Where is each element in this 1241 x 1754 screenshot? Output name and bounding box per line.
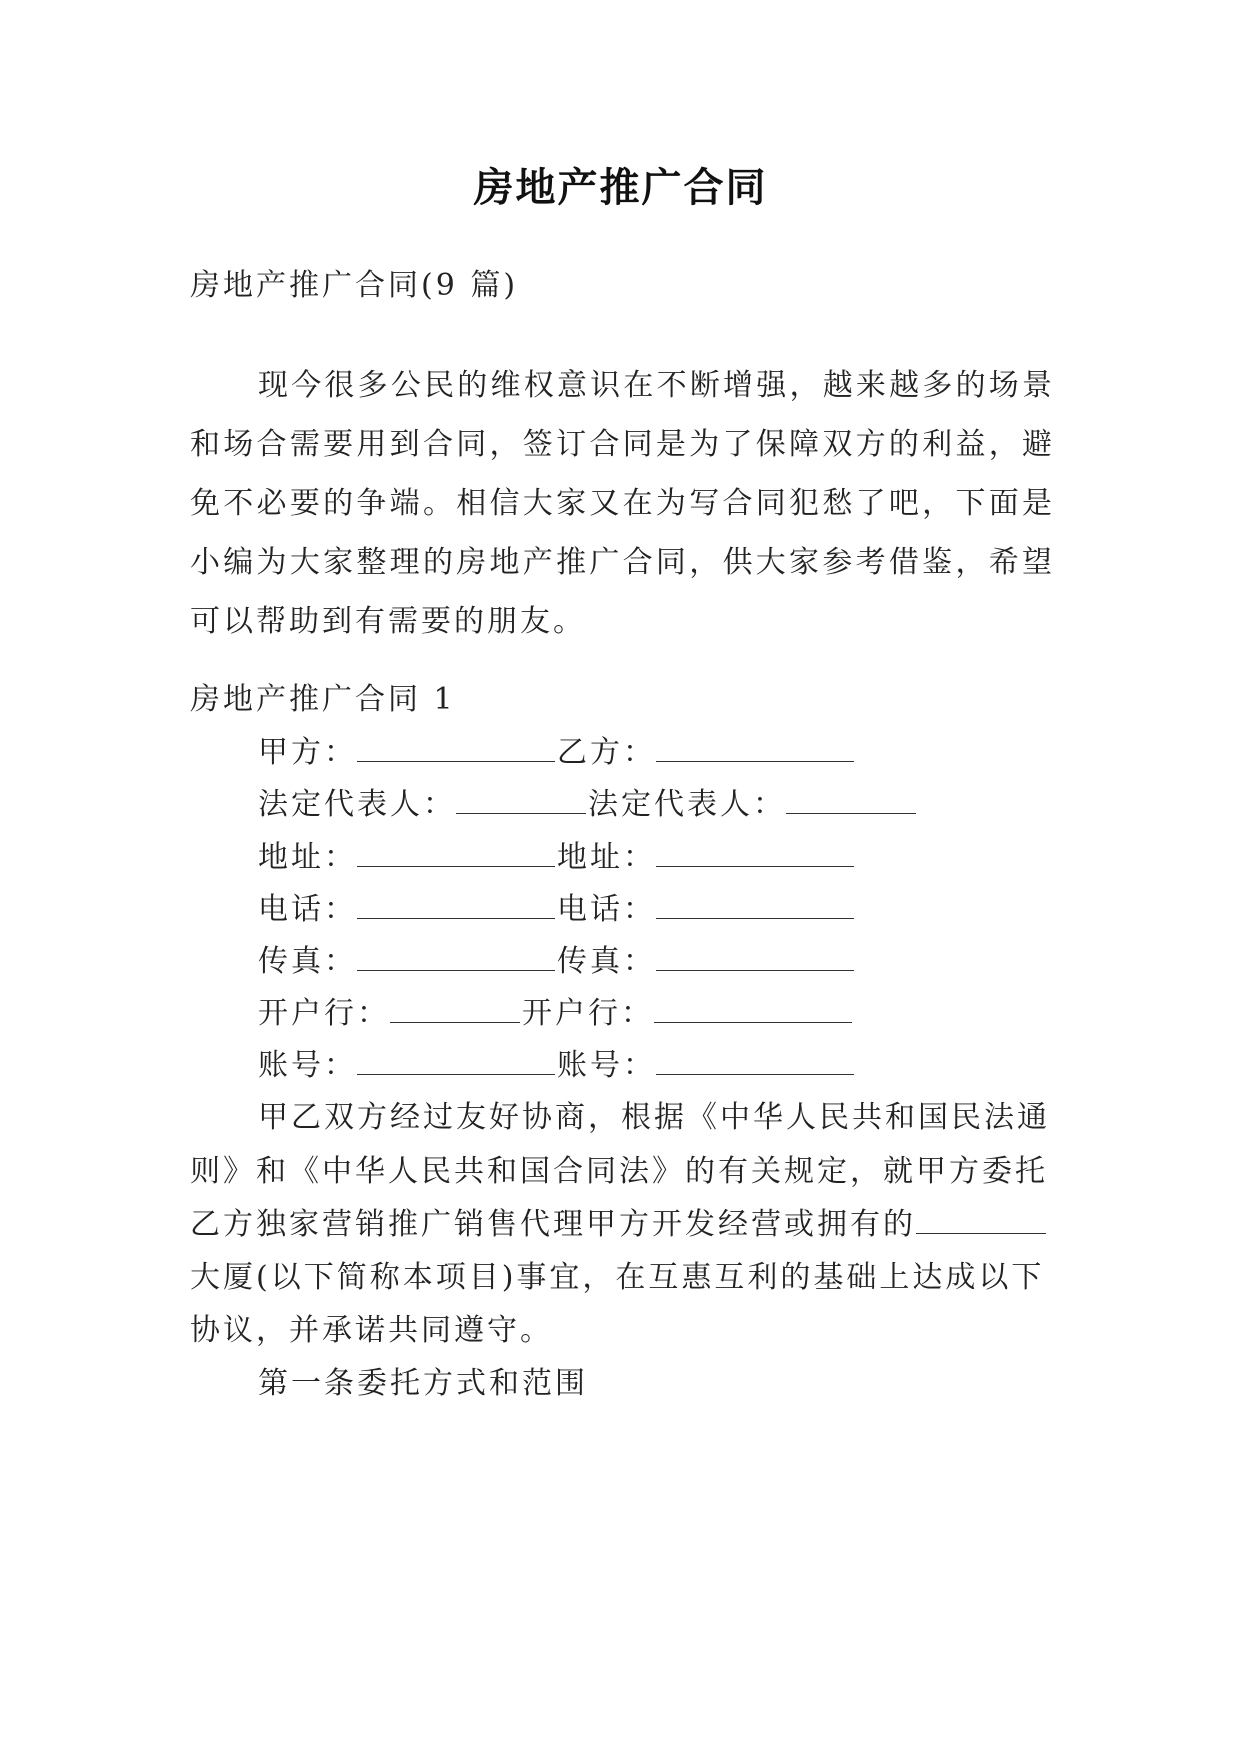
document-subtitle: 房地产推广合同(9 篇) [190,268,519,303]
agreement-line-1: 甲乙双方经过友好协商，根据《中华人民共和国民法通 [258,1100,1050,1135]
blank-bank-b [654,994,852,1023]
field-label-bank-b: 开户行： [522,996,654,1031]
field-label-account-b: 账号： [557,1048,656,1083]
blank-account-a [357,1046,555,1075]
blank-phone-a [357,890,555,919]
blank-bank-a [390,994,520,1023]
blank-fax-b [656,942,854,971]
agreement-line-4: 大厦(以下简称本项目)事宜，在互惠互利的基础上达成以下 [190,1260,1045,1295]
field-label-fax-a: 传真： [258,944,357,979]
field-row-account [258,1046,856,1086]
field-label-address-a: 地址： [258,840,357,875]
blank-phone-b [656,890,854,919]
field-row-phone [258,890,856,930]
blank-legal-rep-b [786,785,916,814]
field-row-bank [258,994,854,1034]
agreement-line-2: 则》和《中华人民共和国合同法》的有关规定，就甲方委托 [190,1154,1048,1189]
agreement-line-5: 协议，并承诺共同遵守。 [190,1313,553,1348]
field-row-legal-rep [258,785,918,825]
field-label-phone-b: 电话： [557,892,656,927]
field-label-phone-a: 电话： [258,892,357,927]
field-label-party-a: 甲方： [258,735,357,770]
blank-party-b [656,733,854,762]
blank-address-b [656,838,854,867]
field-label-legal-rep-a: 法定代表人： [258,787,456,822]
section-heading: 房地产推广合同 1 [190,682,456,717]
field-label-bank-a: 开户行： [258,996,390,1031]
field-label-account-a: 账号： [258,1048,357,1083]
field-row-party [258,733,856,773]
agreement-line-3-text: 乙方独家营销推广销售代理甲方开发经营或拥有的 [190,1207,916,1242]
agreement-line-3 [190,1205,1048,1245]
field-row-address [258,838,856,878]
blank-party-a [357,733,555,762]
blank-building-name [916,1205,1046,1234]
intro-paragraph: 现今很多公民的维权意识在不断增强，越来越多的场景和场合需要用到合同，签订合同是为了保障双方的利益，避免不必要的争端。相信大家又在为写合同犯愁了吧，下面是小编为大家整理的房地产推广合同，供大家参考借鉴，希望可以帮助到有需要的朋友。 [190,368,1055,639]
blank-account-b [656,1046,854,1075]
blank-legal-rep-a [456,785,586,814]
field-row-fax [258,942,856,982]
field-label-legal-rep-b: 法定代表人： [588,787,786,822]
document-title: 房地产推广合同 [473,164,768,211]
blank-fax-a [357,942,555,971]
field-label-fax-b: 传真： [557,944,656,979]
blank-address-a [357,838,555,867]
field-label-address-b: 地址： [557,840,656,875]
article-1-heading: 第一条委托方式和范围 [258,1366,588,1401]
field-label-party-b: 乙方： [557,735,656,770]
